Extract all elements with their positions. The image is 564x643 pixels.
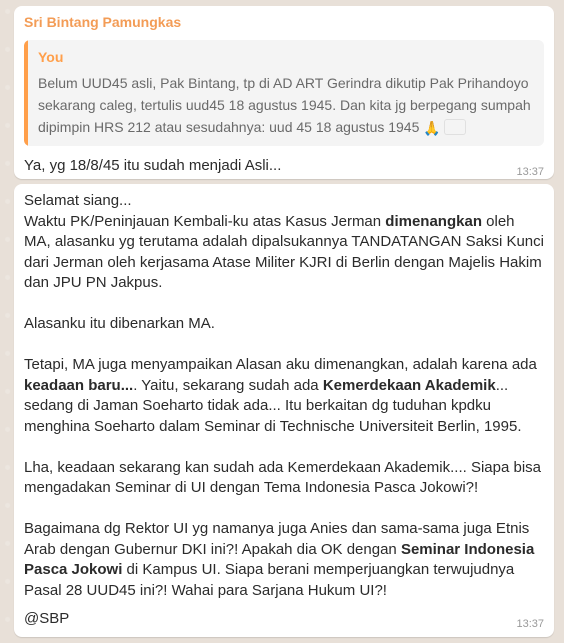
quoted-message[interactable]	[24, 40, 544, 146]
paragraph-3-text-before: Tetapi, MA juga menyampaikan Alasan aku dimenangkan, adalah karena ada	[24, 356, 537, 373]
sender-name[interactable]: Sri Bintang Pamungkas	[24, 14, 182, 30]
indonesia-flag-icon	[445, 120, 465, 134]
paragraph-3-text-middle: . Yaitu, sekarang sudah ada	[133, 376, 323, 394]
folded-hands-icon: 🙏	[423, 120, 441, 136]
paragraph-5	[24, 519, 544, 601]
paragraph-5-text-before: Bagaimana dg Rektor UI yg namanya juga Anies dan sama-sama juga Etnis Arab dengan Gubernur DKI ini?! Apakah dia OK dengan	[24, 520, 530, 558]
paragraph-1-text-before: Waktu PK/Peninjauan Kembali-ku atas Kasus Jerman	[24, 212, 386, 230]
paragraph-1	[24, 212, 544, 294]
paragraph-3-text-after: ... sedang di Jaman Soeharto tidak ada... Itu berkaitan dg tuduhan kpdku menghina Soeharto dalam Seminar di Technische Universiteit Berlin, 1995.	[24, 376, 522, 435]
message-body	[24, 191, 544, 622]
message-bubble-1[interactable]	[14, 6, 554, 179]
reply-text: Ya, yg 18/8/45 itu sudah menjadi Asli...	[24, 157, 282, 174]
paragraph-1-text-after: oleh MA, alasanku yg terutama adalah dipalsukannya TANDATANGAN Saksi Kunci dari Jerman oleh kerjasama Atase Militer KJRI di Berlin dengan Majelis Hakim dan JPU PN Jakpus.	[24, 212, 544, 291]
paragraph-1-bold: dimenangkan	[385, 212, 482, 230]
message-bubble-2[interactable]	[14, 184, 554, 637]
paragraph-3	[24, 355, 544, 437]
greeting-line: Selamat siang...	[24, 192, 132, 209]
message-time: 13:37	[516, 618, 544, 630]
paragraph-5-bold: Seminar Indonesia Pasca Jokowi	[24, 540, 535, 578]
signature: @SBP	[24, 610, 70, 627]
quote-text	[38, 72, 536, 139]
paragraph-4: Lha, keadaan sekarang kan sudah ada Kemerdekaan Akademik.... Siapa bisa mengadakan Seminar di UI dengan Tema Indonesia Pasca Jokowi?!	[24, 458, 542, 496]
paragraph-2: Alasanku itu dibenarkan MA.	[24, 315, 215, 332]
paragraph-5-text-after: di Kampus UI. Siapa berani memperjuangkan terwujudnya Pasal 28 UUD45 ini?! Wahai para Sarjana Hukum UI?!	[24, 561, 515, 599]
quote-accent-bar	[24, 40, 28, 146]
paragraph-3-bold-1: keadaan baru...	[24, 376, 134, 394]
paragraph-3-bold-2: Kemerdekaan Akademik	[322, 376, 496, 394]
quote-author: You	[38, 49, 64, 65]
message-time: 13:37	[516, 166, 544, 178]
quote-body: Belum UUD45 asli, Pak Bintang, tp di AD ART Gerindra dikutip Pak Prihandoyo sekarang caleg, tertulis uud45 18 agustus 1945. Dan kita jg berpegang sumpah dipimpin HRS 212 atau sesudahnya: uud 45 18 agustus 1945	[38, 75, 531, 135]
